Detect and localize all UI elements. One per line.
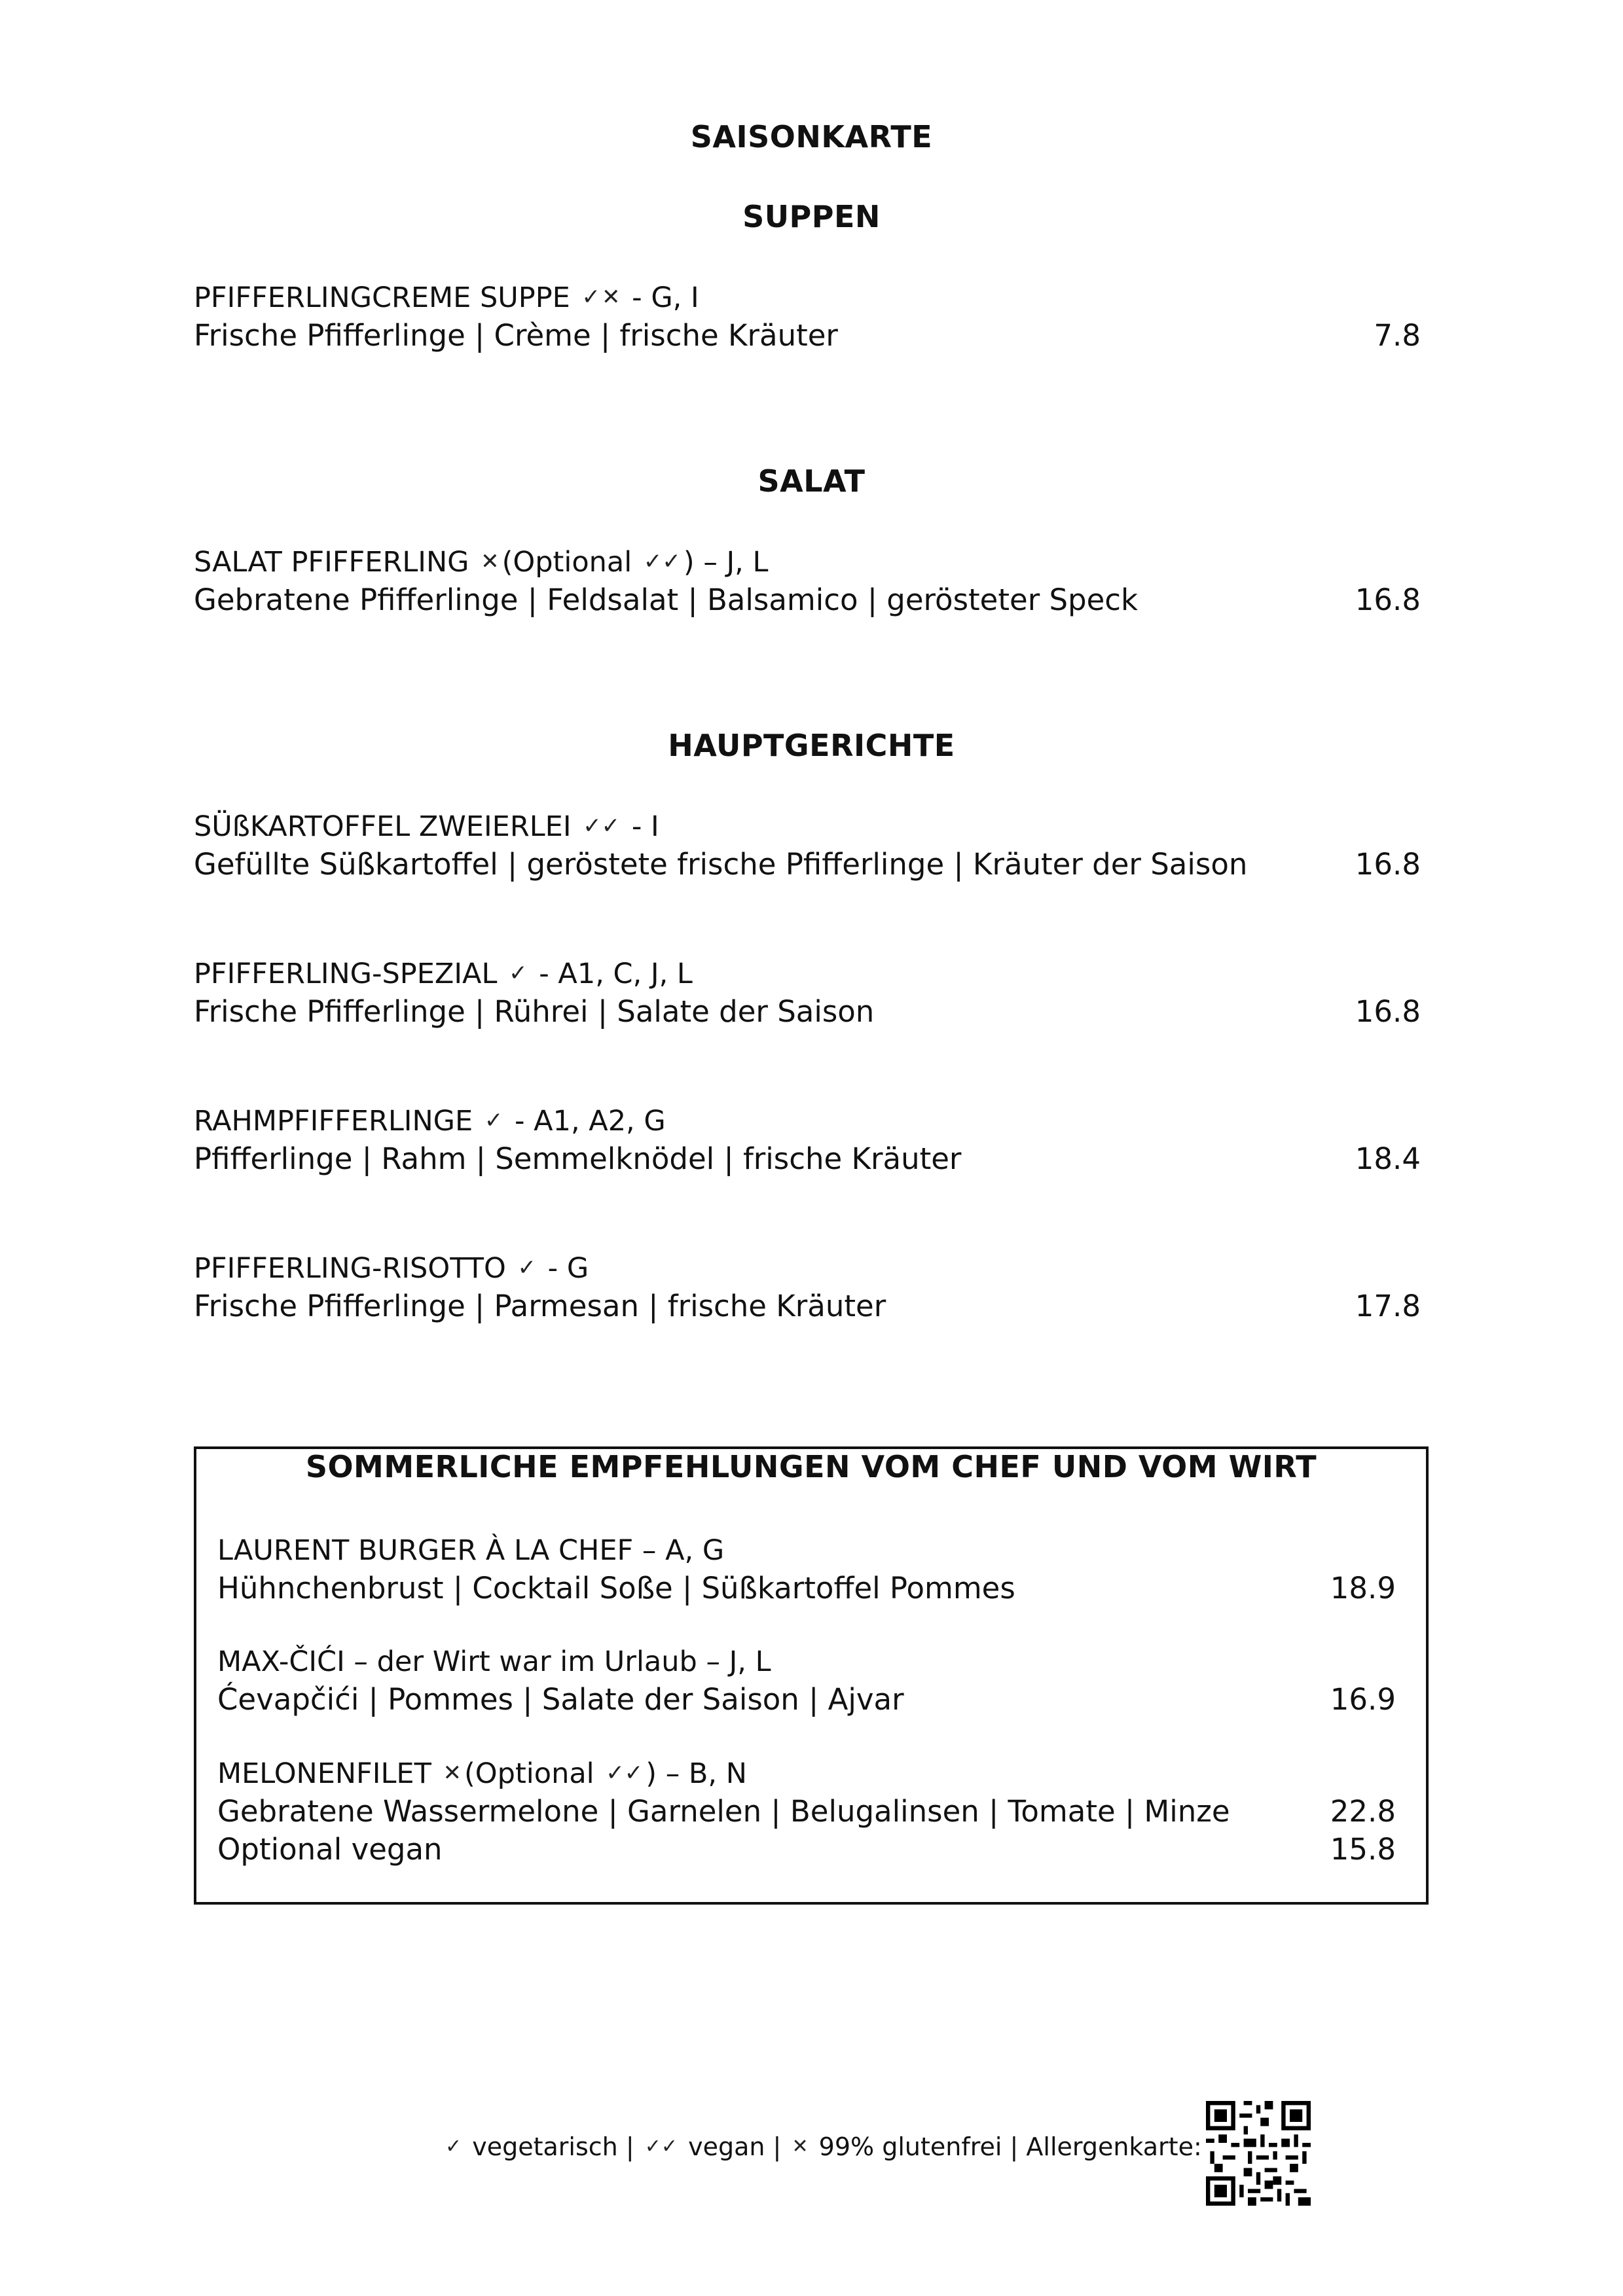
dish-burger bbox=[217, 1532, 1396, 1607]
dish-name: PFIFFERLING-SPEZIAL bbox=[194, 958, 498, 990]
dish-description: Ćevapčići | Pommes | Salate der Saison | Ajvar bbox=[217, 1682, 904, 1717]
dish-price: 22.8 bbox=[1330, 1794, 1396, 1829]
vegetarian-icon: ✓ bbox=[445, 2135, 462, 2158]
legend bbox=[443, 2132, 1202, 2161]
dish-optional-price: 15.8 bbox=[1330, 1832, 1396, 1867]
legend-glutenfrei: 99% glutenfrei | Allergenkarte: bbox=[818, 2132, 1202, 2161]
dish-price: 17.8 bbox=[1355, 1289, 1421, 1323]
dish-optional-label: Optional vegan bbox=[217, 1832, 443, 1867]
dish-description: Hühnchenbrust | Cocktail Soße | Süßkartoffel Pommes bbox=[217, 1571, 1015, 1605]
dish-description: Pfifferlinge | Rahm | Semmelknödel | frische Kräuter bbox=[194, 1141, 962, 1176]
section-title-salat: SALAT bbox=[757, 463, 866, 499]
dish-allergens: - G, I bbox=[632, 281, 699, 314]
vegetarian-icon: ✓ bbox=[581, 284, 600, 310]
dish-name: LAURENT BURGER À LA CHEF – A, G bbox=[217, 1534, 725, 1567]
gluten-free-icon: ✕ bbox=[792, 2135, 809, 2158]
dish-name: SALAT PFIFFERLING bbox=[194, 546, 469, 579]
dish-price: 16.8 bbox=[1355, 994, 1421, 1029]
vegetarian-icon: ✓ bbox=[484, 1107, 503, 1134]
dish-price: 16.9 bbox=[1330, 1682, 1396, 1717]
dish-name: SÜßKARTOFFEL ZWEIERLEI bbox=[194, 810, 572, 843]
dish-description: Gefüllte Süßkartoffel | geröstete frische Pfifferlinge | Kräuter der Saison bbox=[194, 847, 1248, 882]
legend-vegetarisch: vegetarisch | bbox=[472, 2132, 634, 2161]
dish-rahm bbox=[194, 1102, 1421, 1178]
dish-risotto bbox=[194, 1249, 1421, 1325]
dish-melone bbox=[217, 1754, 1396, 1869]
dish-price: 16.8 bbox=[1355, 583, 1421, 617]
dish-optional: (Optional bbox=[501, 546, 632, 579]
dish-allergens: ) – J, L bbox=[683, 546, 769, 579]
dish-name: PFIFFERLINGCREME SUPPE bbox=[194, 281, 570, 314]
dish-allergens: - I bbox=[631, 810, 659, 843]
recommendations-box bbox=[194, 1446, 1429, 1905]
dish-suesskartoffel bbox=[194, 807, 1421, 884]
dish-description: Frische Pfifferlinge | Rührei | Salate der Saison bbox=[194, 994, 875, 1029]
dish-description: Frische Pfifferlinge | Parmesan | frische Kräuter bbox=[194, 1289, 886, 1323]
dish-description: Gebratene Wassermelone | Garnelen | Belugalinsen | Tomate | Minze bbox=[217, 1794, 1230, 1829]
dish-description: Frische Pfifferlinge | Crème | frische Kräuter bbox=[194, 318, 838, 353]
dish-description: Gebratene Pfifferlinge | Feldsalat | Balsamico | gerösteter Speck bbox=[194, 583, 1139, 617]
dish-price: 18.4 bbox=[1355, 1141, 1421, 1176]
dish-suppe bbox=[194, 278, 1421, 355]
section-title-empfehlungen: SOMMERLICHE EMPFEHLUNGEN VOM CHEF UND VOM WIRT bbox=[305, 1449, 1317, 1484]
dish-name: PFIFFERLING-RISOTTO bbox=[194, 1252, 506, 1285]
page-title: SAISONKARTE bbox=[690, 119, 933, 154]
vegan-icon: ✓✓ bbox=[606, 1760, 644, 1786]
legend-vegan: vegan | bbox=[688, 2132, 782, 2161]
vegetarian-icon: ✓ bbox=[517, 1255, 536, 1281]
dish-cici bbox=[217, 1643, 1396, 1719]
dish-price: 18.9 bbox=[1330, 1571, 1396, 1605]
vegan-icon: ✓✓ bbox=[583, 813, 621, 839]
vegetarian-icon: ✓ bbox=[509, 960, 528, 986]
dish-name: MELONENFILET bbox=[217, 1757, 431, 1790]
dish-optional: (Optional bbox=[464, 1757, 594, 1790]
dish-price: 7.8 bbox=[1374, 318, 1421, 353]
gluten-free-icon: ✕ bbox=[601, 284, 621, 310]
dish-name: RAHMPFIFFERLINGE bbox=[194, 1105, 473, 1138]
dish-spezial bbox=[194, 954, 1421, 1031]
dish-price: 16.8 bbox=[1355, 847, 1421, 882]
dish-allergens: - A1, C, J, L bbox=[539, 958, 693, 990]
section-title-hauptgerichte: HAUPTGERICHTE bbox=[668, 728, 955, 763]
dish-allergens: ) – B, N bbox=[646, 1757, 747, 1790]
dish-allergens: - A1, A2, G bbox=[514, 1105, 666, 1138]
vegan-icon: ✓✓ bbox=[644, 2135, 678, 2158]
gluten-free-icon: ✕ bbox=[443, 1760, 462, 1786]
dish-salat bbox=[194, 543, 1421, 619]
gluten-free-icon: ✕ bbox=[481, 548, 500, 575]
vegan-icon: ✓✓ bbox=[643, 548, 681, 575]
dish-name: MAX-ČIĆI – der Wirt war im Urlaub – J, L bbox=[217, 1645, 771, 1678]
section-title-suppen: SUPPEN bbox=[742, 199, 881, 234]
dish-allergens: - G bbox=[547, 1252, 589, 1285]
qr-code-icon[interactable] bbox=[1206, 2101, 1311, 2206]
